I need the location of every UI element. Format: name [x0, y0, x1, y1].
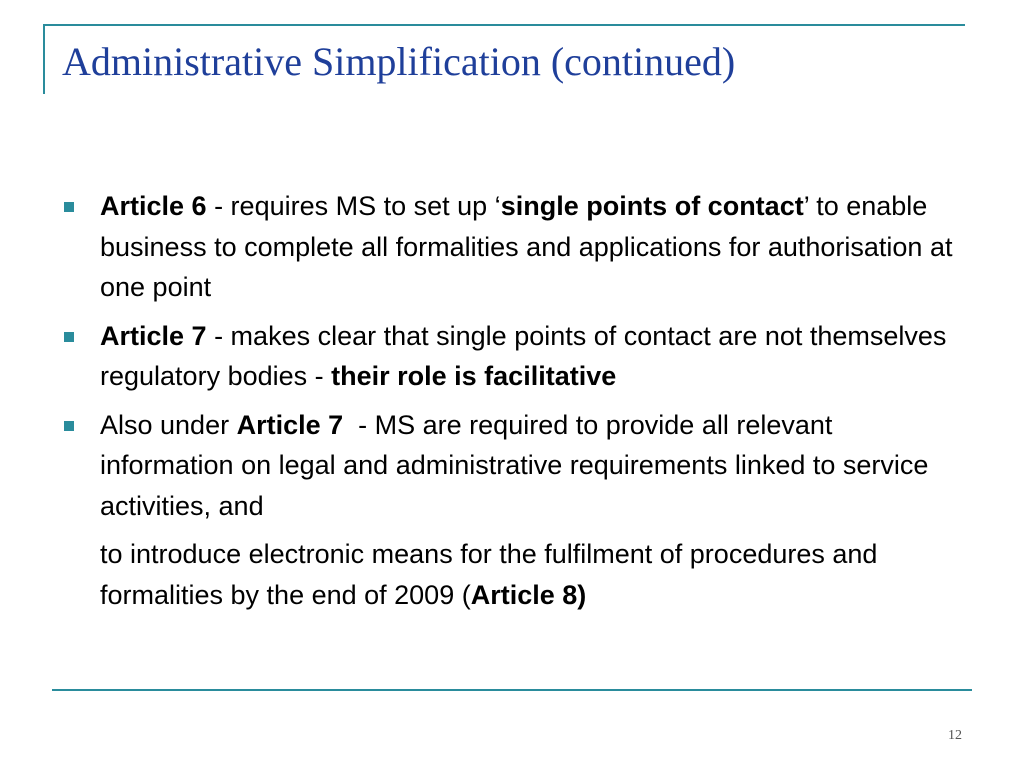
text-segment-bold: Article 8)	[470, 579, 587, 610]
bullet-text	[100, 410, 936, 521]
text-segment: - MS are required to provide all relevant information on legal and administrative requirements linked to service activities, and	[100, 409, 936, 521]
bullet-item	[64, 316, 954, 397]
bullet-text	[100, 191, 952, 302]
title-accent-horizontal-line	[43, 24, 965, 26]
page-number: 12	[948, 728, 962, 743]
text-segment-bold: Article 7	[236, 409, 344, 440]
bullet-item	[64, 405, 954, 527]
text-segment: - makes clear that single points of contact are not themselves regulatory bodies -	[100, 320, 947, 391]
bullet-text	[100, 321, 946, 392]
square-bullet-icon	[64, 332, 74, 342]
bullet-item	[64, 186, 954, 308]
text-segment: Also under	[100, 409, 237, 440]
text-segment: to introduce electronic means for the fulfilment of procedures and formalities by the end of 2009 (	[100, 539, 878, 610]
slide-body	[64, 186, 954, 615]
text-segment: - requires MS to set up ‘	[206, 191, 501, 221]
title-accent-vertical-line	[43, 24, 45, 94]
continuation-paragraph	[64, 534, 954, 615]
text-segment: ’ to enable business to complete all formalities and applications for authorisation at one point	[100, 191, 953, 302]
text-segment-bold: single points of contact	[500, 191, 804, 221]
slide-title: Administrative Simplification (continued)	[62, 39, 736, 84]
footer-divider-line	[52, 689, 972, 691]
text-segment-bold: Article 6	[100, 191, 207, 221]
text-segment-bold: their role is facilitative	[331, 361, 617, 391]
square-bullet-icon	[64, 202, 74, 212]
text-segment-bold: Article 7	[100, 320, 207, 351]
square-bullet-icon	[64, 421, 74, 431]
